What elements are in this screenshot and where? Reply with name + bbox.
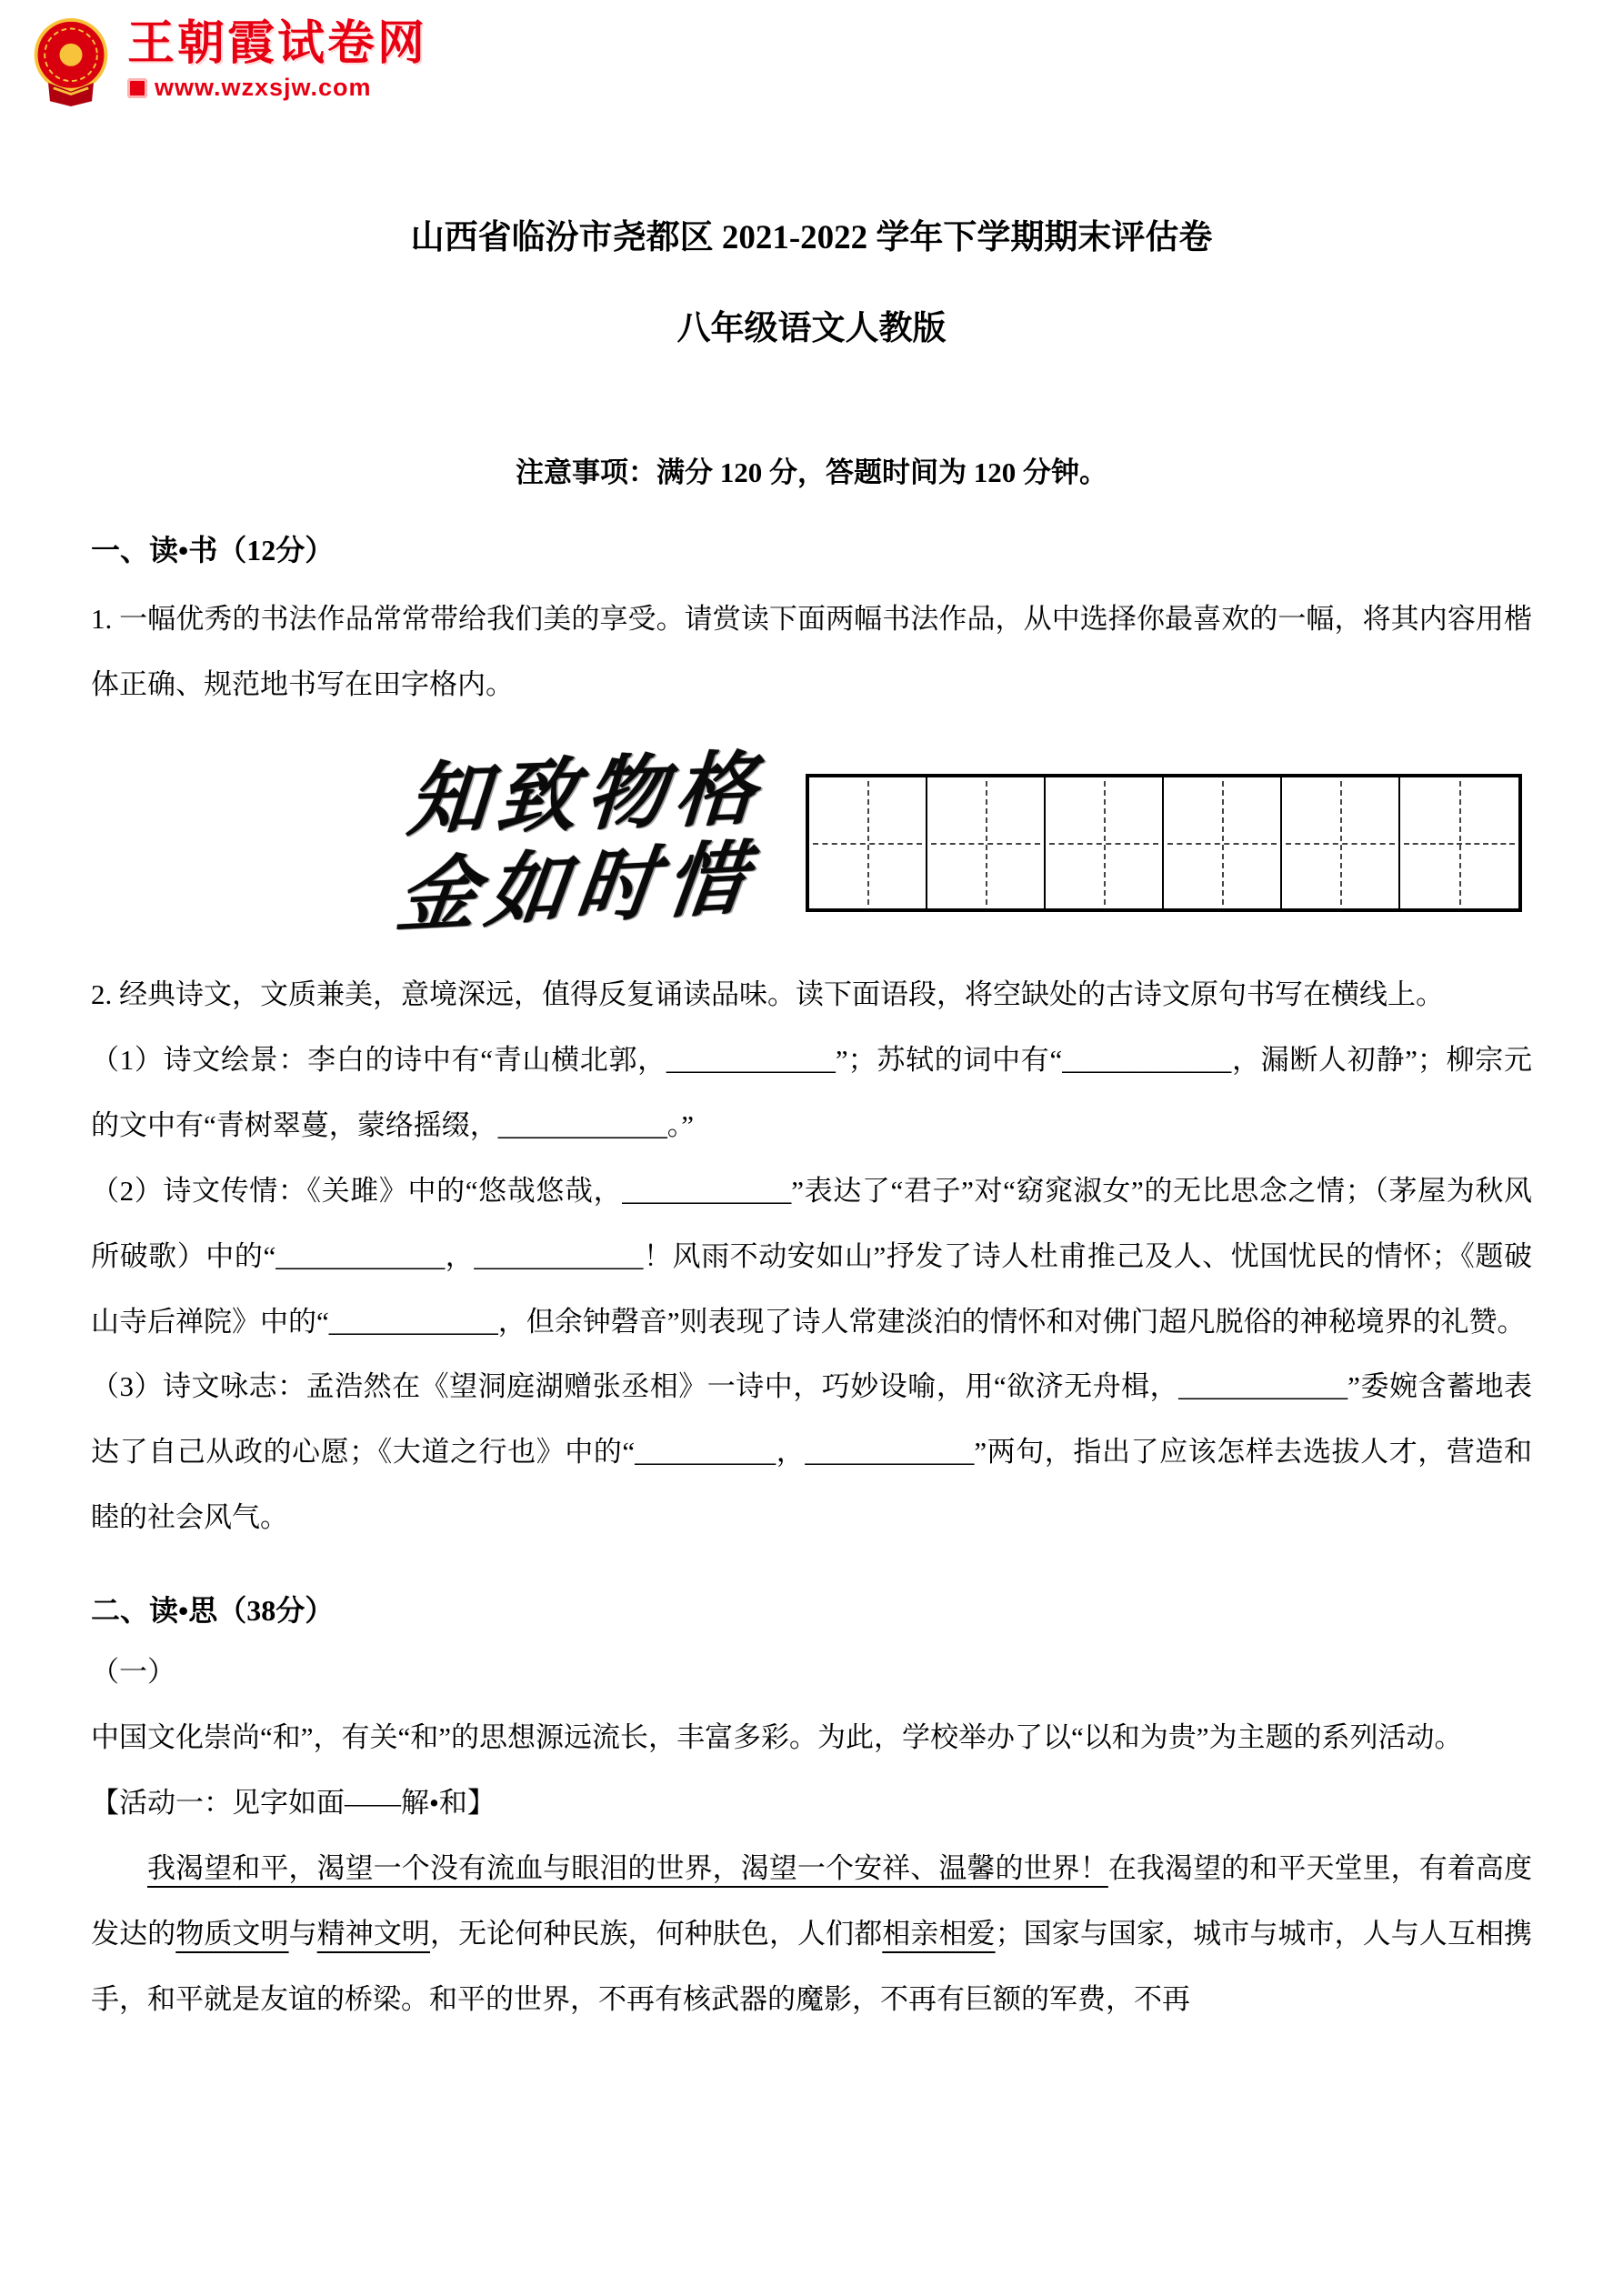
question-2-item-3: （3）诗文咏志：孟浩然在《望洞庭湖赠张丞相》一诗中，巧妙设喻，用“欲济无舟楫，____________”委婉含蓄地表达了自己从政的心愿；《大道之行也》中的“__________，____________”两句，指出了应该怎样去选拔人才，营造和睦的社会风气。 xyxy=(91,1370,1532,1534)
calligraphy-artwork xyxy=(392,744,786,944)
passage-text: 与 xyxy=(288,1917,317,1950)
tianzige-cell xyxy=(809,777,927,908)
site-name: 王朝霞试卷网 xyxy=(127,16,428,70)
underlined-text: 物质文明 xyxy=(175,1917,289,1950)
underlined-text: 精神文明 xyxy=(316,1917,430,1950)
question-1-text: 1. 一幅优秀的书法作品常常带给我们美的享受。请赏读下面两幅书法作品，从中选择你最喜欢的一幅，将其内容用楷体正确、规范地书写在田字格内。 xyxy=(91,603,1532,701)
question-2-item-1: （1）诗文绘景：李白的诗中有“青山横北郭，____________”；苏轼的词中有“____________，漏断人初静”；柳宗元的文中有“青树翠蔓，蒙络摇缀，____________。” xyxy=(91,1043,1532,1141)
passage-text: 在我渴望的和平天堂里，有着高度发达的 xyxy=(91,1851,1533,1950)
passage-text: ，无论何种民族，何种肤色，人们都 xyxy=(430,1917,883,1950)
tianzige-cell xyxy=(1164,777,1282,908)
question-2-text: 2. 经典诗文，文质兼美，意境深远，值得反复诵读品味。读下面语段，将空缺处的古诗文原句书写在横线上。 xyxy=(91,978,1444,1010)
tianzige-cell xyxy=(1282,777,1400,908)
passage-text: ；国家与国家，城市与城市，人与人互相携手，和平就是友谊的桥梁。和平的世界，不再有核武器的魔影，不再有巨额的军费，不再 xyxy=(91,1917,1533,2015)
tianzige-cell xyxy=(1046,777,1164,908)
section2-intro: 中国文化崇尚“和”，有关“和”的思想源远流长，丰富多彩。为此，学校举办了以“以和为贵”为主题的系列活动。 xyxy=(91,1721,1463,1754)
seal-ribbon-icon xyxy=(27,15,115,105)
site-logo xyxy=(27,15,427,105)
calligraphy-block xyxy=(392,736,1532,949)
exam-notice: 注意事项：满分 120 分，答题时间为 120 分钟。 xyxy=(516,456,1107,489)
question-2-item-2: （2）诗文传情：《关雎》中的“悠哉悠哉，____________”表达了“君子”对“窈窕淑女”的无比思念之情；（茅屋为秋风所破歌）中的“____________，____________！风雨不动安如山”抒发了诗人杜甫推己及人、忧国忧民的情怀；《题破山寺后禅院》中的“____________，但余钟磬音”则表现了诗人常建淡泊的情怀和对佛门超凡脱俗的神秘境界的礼赞。 xyxy=(91,1174,1532,1338)
exam-subtitle: 八年级语文人教版 xyxy=(676,310,947,348)
calligraphy-line-2: 金如时惜 xyxy=(392,836,761,944)
section1-heading: 一、读•书（12分） xyxy=(91,534,335,567)
site-logo-text xyxy=(127,18,427,102)
site-url[interactable]: www.wzxsjw.com xyxy=(155,74,372,102)
exam-content xyxy=(91,216,1532,2032)
site-url-row xyxy=(127,74,427,102)
underlined-text: 我渴望和平，渴望一个没有流血与眼泪的世界，渴望一个安祥、温馨的世界！ xyxy=(147,1851,1108,1884)
section2-part-label: （一） xyxy=(91,1656,175,1689)
tianzige-cell xyxy=(927,777,1046,908)
exam-title: 山西省临汾市尧都区 2021-2022 学年下学期期末评估卷 xyxy=(410,219,1213,256)
section2-heading: 二、读•思（38分） xyxy=(91,1594,335,1628)
url-badge-icon xyxy=(127,78,147,98)
underlined-text: 相亲相爱 xyxy=(882,1917,996,1950)
tianzige-cell xyxy=(1400,777,1518,908)
activity1-label: 【活动一：见字如面——解•和】 xyxy=(91,1786,496,1819)
calligraphy-line-1: 知致物格 xyxy=(404,746,767,847)
tianzige-grid xyxy=(806,774,1522,912)
activity1-passage xyxy=(91,1836,1532,2032)
